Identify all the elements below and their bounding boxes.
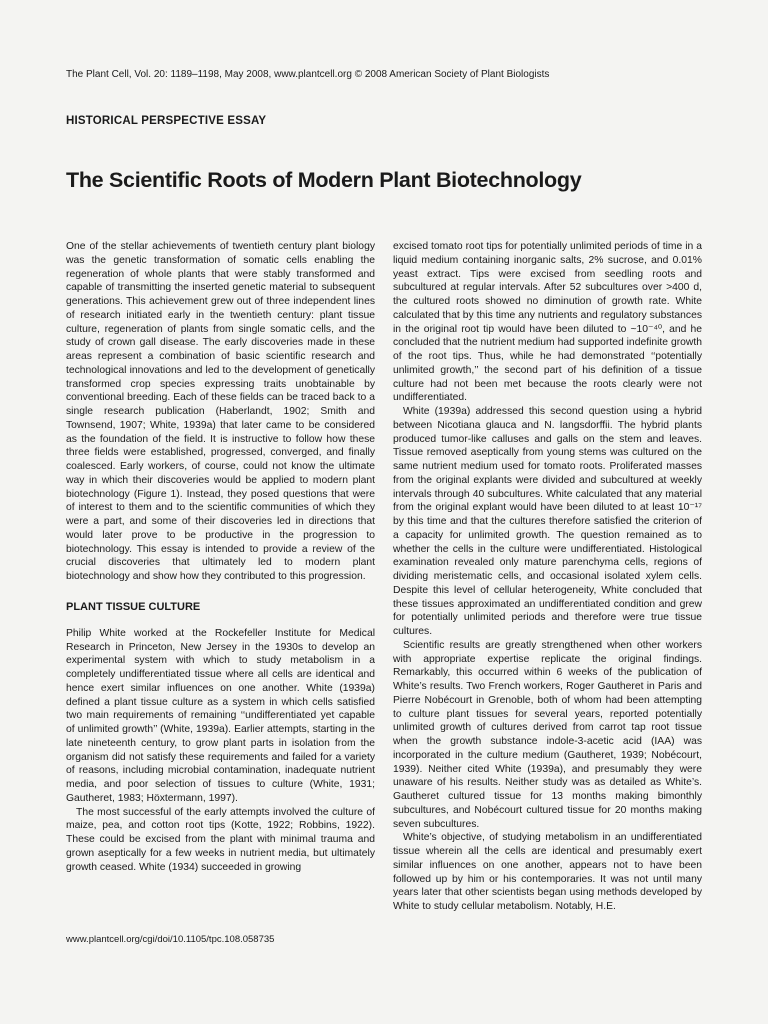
- body-paragraph: White’s objective, of studying metabolism in an undifferentiated tissue wherein all the cells are identical and presumably exert similar influences on one another, appears not to have been followed up by him or his contemporaries. It was not until many years later that other scientists began using methods developed by White to study cellular metabolism. Notably, H.E.: [393, 832, 702, 912]
- body-paragraph: Scientific results are greatly strengthened when other workers with appropriate expertise replicate the original findings. Remarkably, this occurred within 6 weeks of the publication of White’s results. Two French workers, Roger Gautheret in Paris and Pierre Nobécourt in Grenoble, both of whom had been attempting to culture plant tissues for several years, reported potentially unlimited growth of cultures derived from carrot tap root tissue when the growth substance indole-3-acetic acid (IAA) was incorporated in the culture medium (Gautheret, 1939; Nobécourt, 1939). Neither cited White (1939a), and presumably they were unaware of his results. Neither study was as detailed as White’s. Gautheret cultured tissue for 13 months making bimonthly subcultures, and Nobécourt cultured tissue for 20 months making seven subcultures.: [393, 639, 702, 830]
- doi-link[interactable]: www.plantcell.org/cgi/doi/10.1105/tpc.108.058735: [66, 934, 275, 945]
- article-type-label: HISTORICAL PERSPECTIVE ESSAY: [66, 115, 267, 127]
- intro-paragraph: One of the stellar achievements of twentieth century plant biology was the genetic transformation of somatic cells enabling the regeneration of whole plants that were stably transformed and capable of transmitting the inserted genetic material to subsequent generations. This achievement grew out of three independent lines of research initiated early in the twentieth century: plant tissue culture, regeneration of plants from single somatic cells, and the study of crown gall disease. The early discoveries made in these areas represent a combination of basic scientific research and technological innovations and led to the development of genetically transformed crop species expressing traits unobtainable by conventional breeding. Each of these fields can be traced back to a single research publication (Haberlandt, 1902; Smith and Townsend, 1907; White, 1939a) that later came to be considered as the foundation of the field. It is instructive to follow how these three fields were established, progressed, converged, and finally coalesced. Early workers, of course, could not know the ultimate way in which their discoveries would be applied to modern plant biotechnology (Figure 1). Instead, they posed questions that were of interest to them and to the scientific communities of which they were a part, and some of their discoveries led in directions that would later prove to be productive in the progression to biotechnology. This essay is intended to provide a review of the crucial discoveries that ultimately led to modern plant biotechnology and show how they contributed to this progression.: [66, 241, 375, 582]
- article-title: The Scientific Roots of Modern Plant Biotechnology: [66, 168, 582, 192]
- left-column: [66, 240, 375, 874]
- body-paragraph: excised tomato root tips for potentially unlimited periods of time in a liquid medium containing inorganic salts, 2% sucrose, and 0.01% yeast extract. Tips were excised from seedling roots and subcultured at regular intervals. After 52 subcultures over >400 d, the cultured roots showed no diminution of growth rate. White calculated that by this time any nutrients and regulatory substances in the original root tip would have been diluted to ~10⁻⁴⁰, and he concluded that the nutrient medium had supported indefinite growth of the root tips. Thus, while he had demonstrated ‘‘potentially unlimited growth,’’ the second part of his definition of a tissue culture had not been met because the roots clearly were not undifferentiated.: [393, 241, 702, 404]
- right-column: [393, 240, 702, 914]
- body-paragraph: The most successful of the early attempts involved the culture of maize, pea, and cotton root tips (Kotte, 1922; Robbins, 1922). These could be excised from the plant with minimal trauma and grown aseptically for a few weeks in nutrient media, but ultimately growth ceased. White (1934) succeeded in growing: [66, 806, 375, 873]
- journal-citation: The Plant Cell, Vol. 20: 1189–1198, May 2008, www.plantcell.org © 2008 American Society of Plant Biologists: [66, 69, 550, 80]
- body-paragraph: White (1939a) addressed this second question using a hybrid between Nicotiana glauca and N. langsdorffii. The hybrid plants produced tumor-like calluses and galls on the stem and leaves. Tissue removed aseptically from young stems was cultured on the same nutrient medium used for tomato roots. Proliferated masses from the original explants were divided and subcultured at weekly intervals through 40 subcultures. White calculated that any material from the original explant would have been diluted to at least 10⁻¹⁷ by this time and that the cultures therefore satisfied the criterion of a capacity for unlimited growth. The question remained as to whether the cells in the culture were undifferentiated. Histological examination revealed only mature parenchyma cells, regions of dividing meristematic cells, and occasional isolated xylem cells. Despite this level of cellular heterogeneity, White concluded that these tissues approximated an undifferentiated condition and grew for potentially unlimited periods and therefore were true tissue cultures.: [393, 406, 702, 637]
- body-paragraph: Philip White worked at the Rockefeller Institute for Medical Research in Princeton, New Jersey in the 1930s to develop an experimental system with which to study metabolism in a completely undifferentiated tissue where all cells are identical and hence exert similar influences on one another. White (1939a) defined a plant tissue culture as a system in which cells satisfied two main requirements of remaining ‘‘undifferentiated yet capable of unlimited growth’’ (White, 1939a). Earlier attempts, starting in the late nineteenth century, to grow plant parts in isolation from the organism did not satisfy these requirements and failed for a variety of reasons, including microbial contamination, inadequate nutrient media, and poor selection of tissues to culture (White, 1931; Gautheret, 1983; Höxtermann, 1997).: [66, 627, 375, 804]
- section-heading-plant-tissue-culture: PLANT TISSUE CULTURE: [66, 600, 201, 613]
